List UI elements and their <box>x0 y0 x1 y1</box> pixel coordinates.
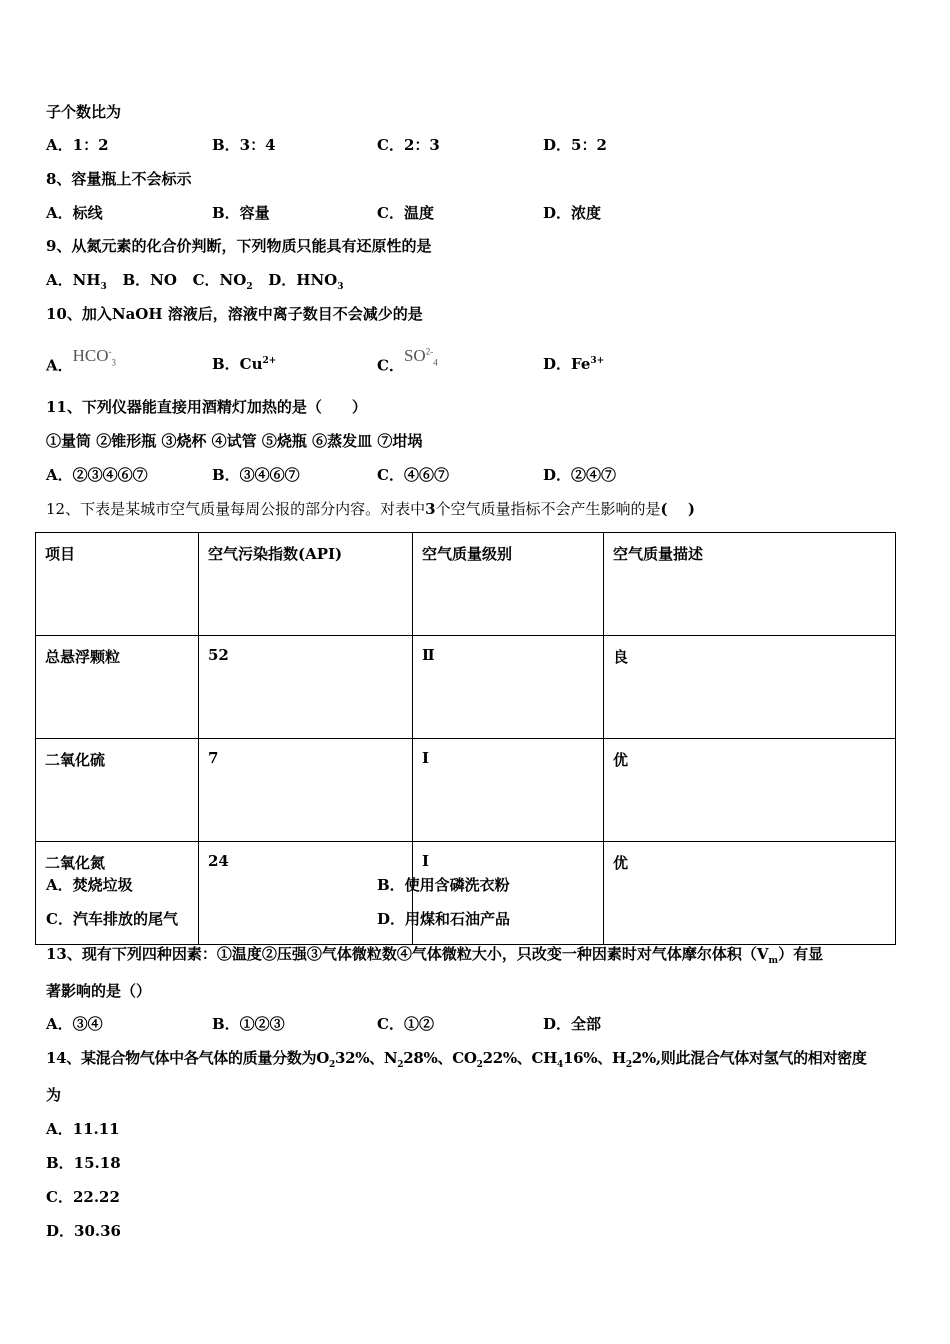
table-cell: I <box>413 842 604 945</box>
q7-option-c: C．2：3 <box>377 136 440 154</box>
q13-stem-cont: 著影响的是（） <box>46 982 152 1000</box>
q8-option-b: B．容量 <box>212 204 270 222</box>
q7-option-a: A．1：2 <box>46 136 109 154</box>
q10-option-a: A．$HCO^-_3$ <box>46 345 117 375</box>
header-cell: 空气污染指数(API) <box>199 533 413 636</box>
table-cell: 二氧化硫 <box>36 739 199 842</box>
q10-option-b: B．$Cu^{2+}$ <box>212 355 277 373</box>
q7-stem-tail: 子个数比为 <box>46 103 122 121</box>
q8-option-c: C．温度 <box>377 204 434 222</box>
table-cell: 52 <box>199 636 413 739</box>
table-cell: 24 <box>199 842 413 945</box>
header-cell: 空气质量级别 <box>413 533 604 636</box>
q12-option-d: D．用煤和石油产品 <box>377 910 511 928</box>
q8-option-a: A．标线 <box>46 204 103 222</box>
table-header-row <box>36 533 896 636</box>
q9-option-a: A．$NH_3$ <box>46 271 107 292</box>
q11-option-d: D．②④⑦ <box>543 466 617 484</box>
q8-stem: 8、容量瓶上不会标示 <box>46 170 192 188</box>
table-cell: 良 <box>604 636 896 739</box>
table-cell: 优 <box>604 842 896 945</box>
q11-option-b: B．③④⑥⑦ <box>212 466 300 484</box>
table-row <box>36 636 896 739</box>
q11-items: ①量筒 ②锥形瓶 ③烧杯 ④试管 ⑤烧瓶 ⑥蒸发皿 ⑦坩埚 <box>46 432 423 450</box>
table-cell: 总悬浮颗粒 <box>36 636 199 739</box>
q9-options <box>46 271 344 296</box>
q9-option-c: C．$NO_2$ <box>192 271 253 292</box>
q10-option-c: C．$SO^{2-}_4$ <box>377 345 438 375</box>
q10-option-d: D．$Fe^{3+}$ <box>543 355 605 373</box>
header-cell: 空气质量描述 <box>604 533 896 636</box>
q11-stem: 11、下列仪器能直接用酒精灯加热的是（ ） <box>46 398 367 416</box>
q13-option-b: B．①②③ <box>212 1015 285 1033</box>
q9-stem: 9、从氮元素的化合价判断，下列物质只能具有还原性的是 <box>46 237 432 255</box>
table-row <box>36 739 896 842</box>
q12-option-c: C．汽车排放的尾气 <box>46 910 178 928</box>
q14-option-b: B．15.18 <box>46 1154 121 1172</box>
table-cell: Ⅱ <box>413 636 604 739</box>
q14-option-d: D．30.36 <box>46 1222 121 1240</box>
q13-option-a: A．③④ <box>46 1015 103 1033</box>
q11-option-a: A．②③④⑥⑦ <box>46 466 148 484</box>
q8-option-d: D．浓度 <box>543 204 602 222</box>
table-cell: I <box>413 739 604 842</box>
table-cell: 7 <box>199 739 413 842</box>
q12-option-b: B．使用含磷洗衣粉 <box>377 876 510 894</box>
q9-option-d: D．$HNO_3$ <box>268 271 344 292</box>
table-cell: 优 <box>604 739 896 842</box>
q12-stem: 12、下表是某城市空气质量每周公报的部分内容。对表中3个空气质量指标不会产生影响的是( ) <box>46 500 695 518</box>
q12-option-a: A．焚烧垃圾 <box>46 876 133 894</box>
q14-option-a: A．11.11 <box>46 1120 120 1138</box>
q7-option-d: D．5：2 <box>543 136 607 154</box>
table-cell: 二氧化氮 <box>36 842 199 945</box>
q14-stem: 14、某混合物气体中各气体的质量分数为$O_232\%$、$N_228\%$、$CO_222\%$、$CH_416\%$、$H_22\%$,则此混合气体对氢气的相对密度 <box>46 1049 867 1070</box>
q7-option-b: B．3：4 <box>212 136 276 154</box>
header-cell: 项目 <box>36 533 199 636</box>
q11-option-c: C．④⑥⑦ <box>377 466 449 484</box>
q13-option-c: C．①② <box>377 1015 434 1033</box>
q13-option-d: D．全部 <box>543 1015 602 1033</box>
q10-stem: 10、加入NaOH 溶液后，溶液中离子数目不会减少的是 <box>46 305 423 323</box>
q14-stem-cont: 为 <box>46 1086 62 1104</box>
q13-stem: 13、现有下列四种因素：①温度②压强③气体微粒数④气体微粒大小，只改变一种因素时对气体摩尔体积$(V_m)$有显 <box>46 945 824 966</box>
q14-option-c: C．22.22 <box>46 1188 120 1206</box>
q9-option-b: B．NO <box>122 271 177 289</box>
